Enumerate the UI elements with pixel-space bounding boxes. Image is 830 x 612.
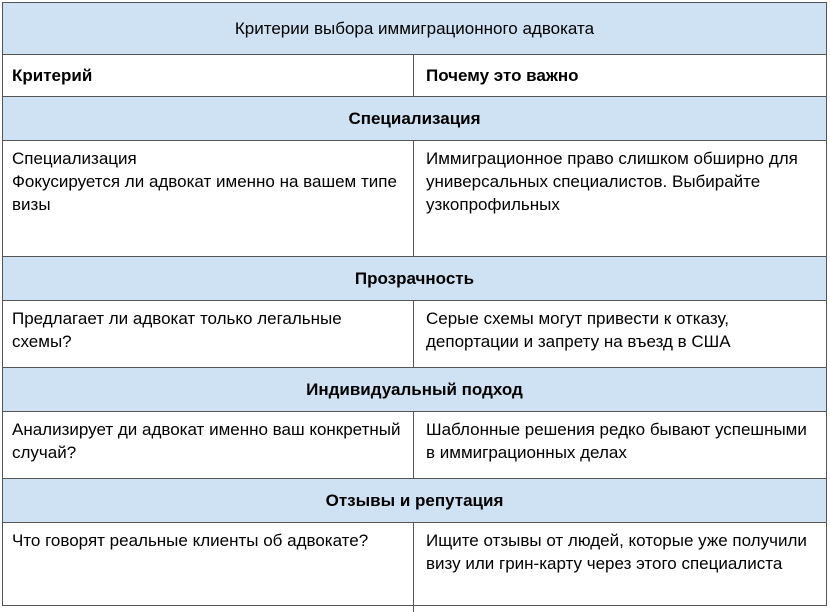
criterion-line: Анализирует ди адвокат именно ваш конкретный случай?: [12, 420, 401, 462]
section-heading-label: Отзывы и репутация: [325, 490, 504, 510]
table-title-row: [3, 3, 826, 55]
header-criterion: Критерий: [3, 55, 414, 96]
table-header-row: [3, 55, 826, 97]
criterion-cell: [3, 412, 414, 478]
section-heading-label: Специализация: [348, 108, 481, 128]
criterion-cell: [3, 141, 414, 256]
criterion-line: Фокусируется ли адвокат именно на вашем типе визы: [12, 172, 397, 214]
section-heading-individual: [3, 368, 826, 412]
criterion-line: Специализация: [12, 149, 137, 168]
table-title: Критерии выбора иммиграционного адвоката: [234, 18, 595, 38]
criterion-cell: [3, 301, 414, 367]
section-heading-specialization: [3, 97, 826, 141]
section-heading-label: Индивидуальный подход: [306, 379, 523, 399]
table-row: [3, 523, 826, 612]
criterion-line: Что говорят реальные клиенты об адвокате?: [12, 531, 369, 550]
section-heading-reviews: [3, 479, 826, 523]
reason-cell: Шаблонные решения редко бывают успешными в иммиграционных делах: [426, 420, 807, 462]
criterion-cell: [3, 523, 414, 612]
table-row: [3, 301, 826, 368]
reason-cell: Серые схемы могут привести к отказу, депортации и запрету на въезд в США: [426, 309, 731, 351]
table-row: [3, 412, 826, 479]
header-reason: Почему это важно: [426, 66, 579, 85]
table-row: [3, 141, 826, 257]
reason-cell: Иммиграционное право слишком обширно для универсальных специалистов. Выбирайте узкопрофильных: [426, 149, 798, 214]
criterion-line: Предлагает ли адвокат только легальные схемы?: [12, 309, 342, 351]
section-heading-label: Прозрачность: [354, 268, 475, 288]
reason-cell: Ищите отзывы от людей, которые уже получили визу или грин-карту через этого специалиста: [426, 531, 807, 573]
criteria-table: [2, 2, 827, 606]
section-heading-transparency: [3, 257, 826, 301]
